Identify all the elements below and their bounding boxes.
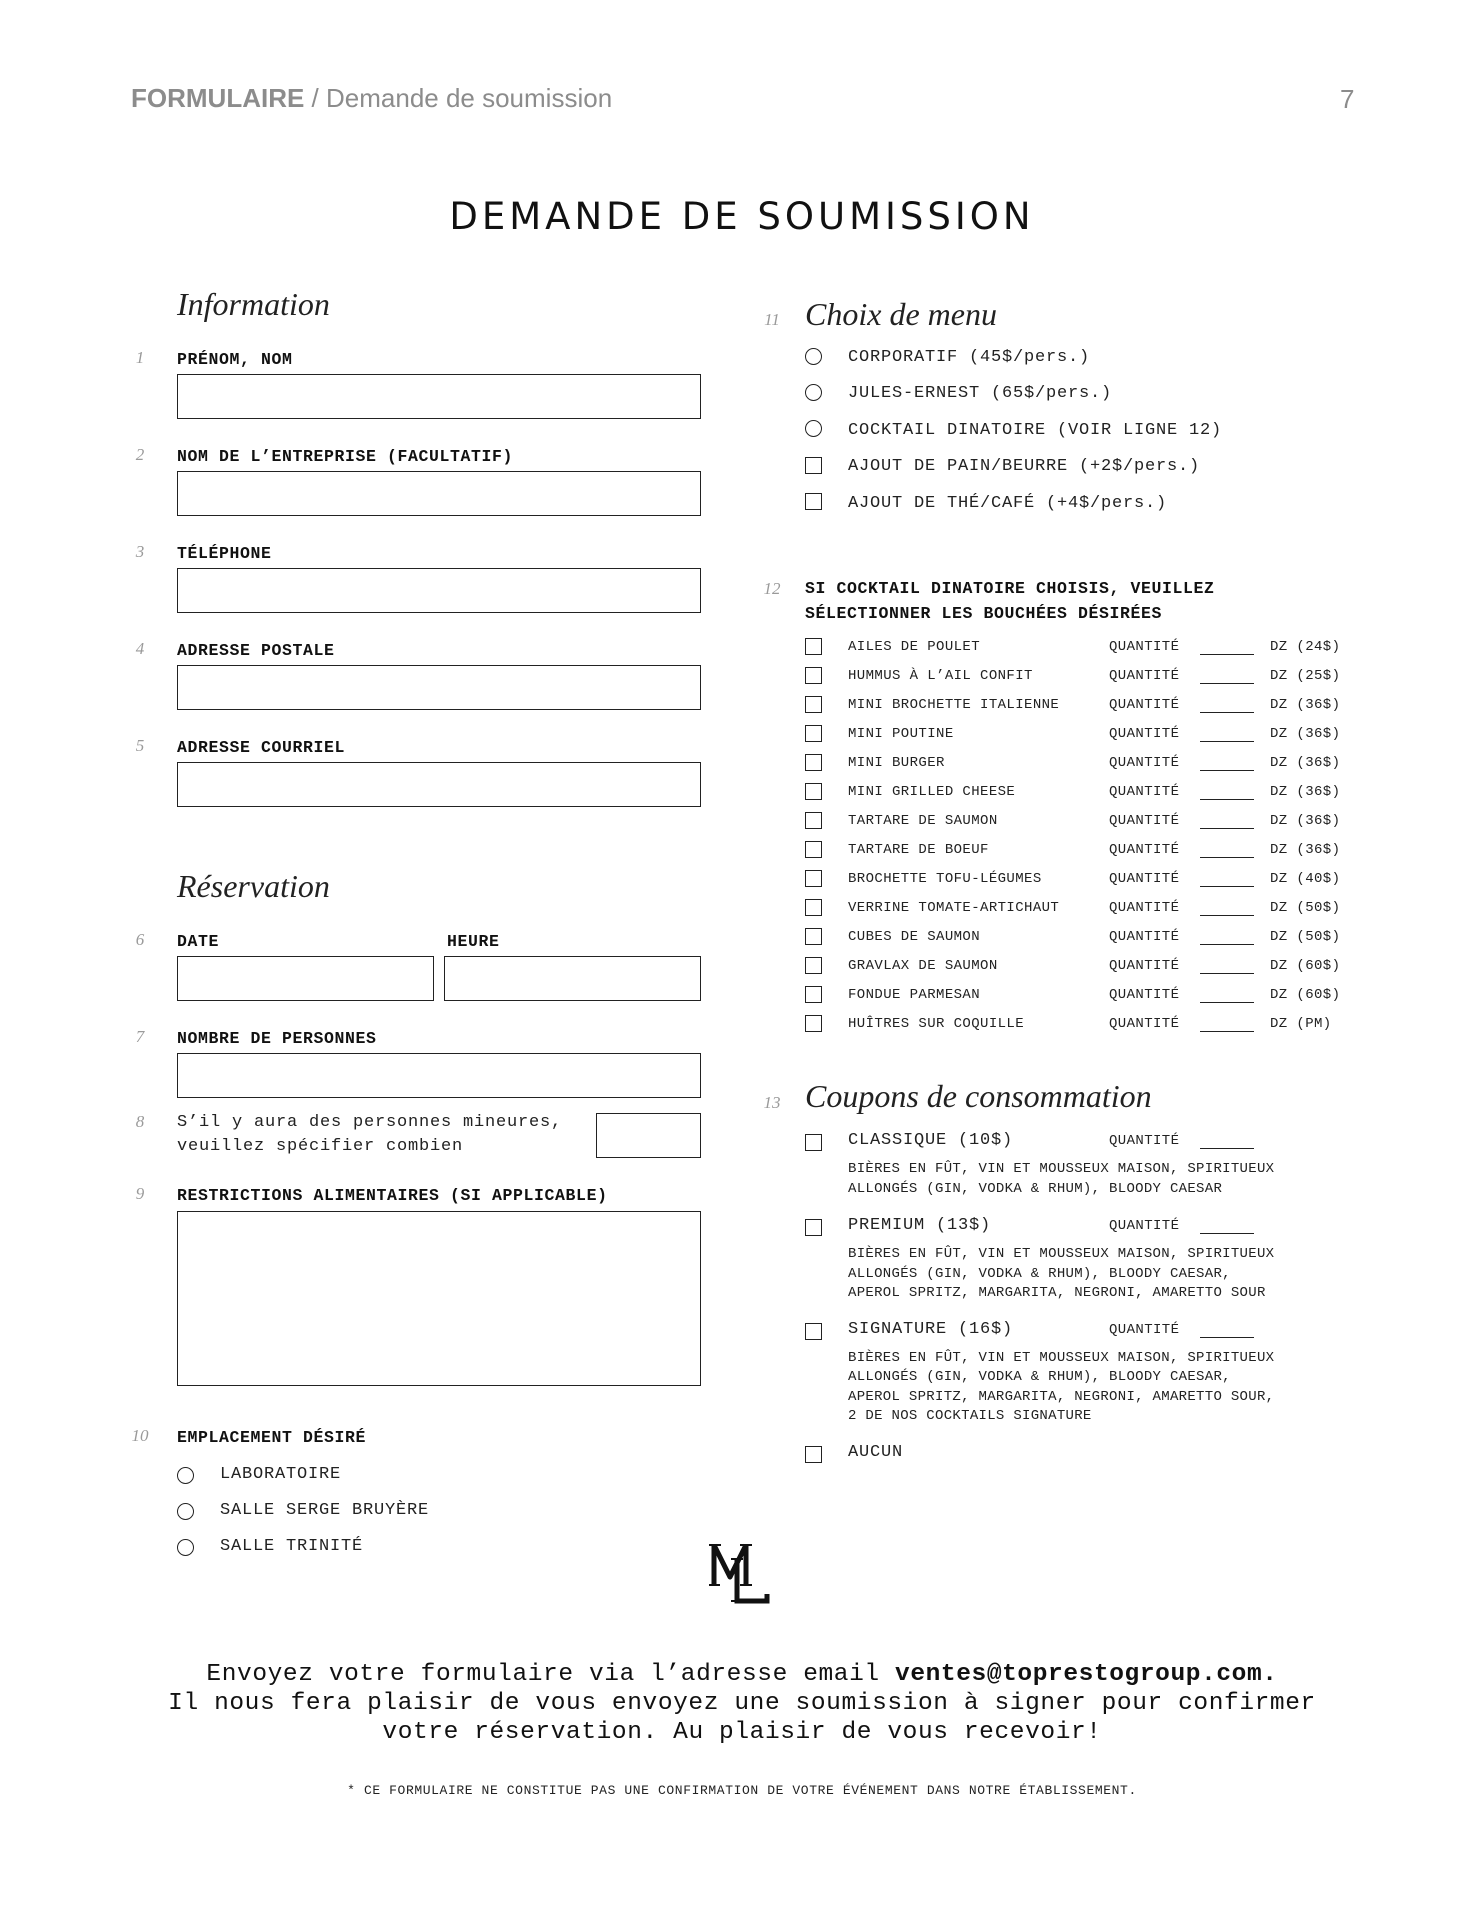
field-number: 6 xyxy=(135,930,145,949)
page-header xyxy=(131,83,612,114)
bouchee-price: DZ (60$) xyxy=(1270,958,1341,974)
field-number: 4 xyxy=(135,639,145,658)
field-label-personnes: NOMBRE DE PERSONNES xyxy=(177,1029,377,1048)
quantity-label: QUANTITÉ xyxy=(1109,784,1180,800)
bouchee-quantity-field[interactable] xyxy=(1200,741,1254,742)
bouchee-name: BROCHETTE TOFU-LÉGUMES xyxy=(848,871,1042,887)
bouchee-checkbox[interactable] xyxy=(805,870,822,887)
field-label-nom: PRÉNOM, NOM xyxy=(177,350,293,369)
minors-label-line2: veuillez spécifier combien xyxy=(177,1137,464,1156)
field-label-adresse: ADRESSE POSTALE xyxy=(177,641,335,660)
coupon-checkbox-classique[interactable] xyxy=(805,1134,822,1151)
coupon-quantity-field[interactable] xyxy=(1200,1337,1254,1338)
bouchee-checkbox[interactable] xyxy=(805,812,822,829)
bouchee-price: DZ (36$) xyxy=(1270,697,1341,713)
bouchee-checkbox[interactable] xyxy=(805,928,822,945)
bouchee-price: DZ (40$) xyxy=(1270,871,1341,887)
bouchee-checkbox[interactable] xyxy=(805,1015,822,1032)
bouchee-quantity-field[interactable] xyxy=(1200,799,1254,800)
minors-input[interactable] xyxy=(596,1113,701,1158)
bouchee-checkbox[interactable] xyxy=(805,841,822,858)
quantity-label: QUANTITÉ xyxy=(1109,1218,1180,1234)
time-input[interactable] xyxy=(444,956,701,1001)
quantity-label: QUANTITÉ xyxy=(1109,1016,1180,1032)
coupons-heading: Coupons de consommation xyxy=(805,1078,1152,1114)
field-number: 2 xyxy=(135,445,145,464)
bouchees-label-line1: SI COCKTAIL DINATOIRE CHOISIS, VEUILLEZ xyxy=(805,579,1215,598)
header-section: FORMULAIRE xyxy=(131,83,305,113)
field-number: 1 xyxy=(135,348,145,367)
bouchee-name: CUBES DE SAUMON xyxy=(848,929,981,945)
coupon-desc: ALLONGÉS (GIN, VODKA & RHUM), BLOODY CAESAR, xyxy=(848,1266,1231,1282)
coupon-checkbox-aucun[interactable] xyxy=(805,1446,822,1463)
bouchee-name: MINI POUTINE xyxy=(848,726,954,742)
bouchee-quantity-field[interactable] xyxy=(1200,683,1254,684)
bouchee-quantity-field[interactable] xyxy=(1200,712,1254,713)
bouchee-price: DZ (50$) xyxy=(1270,929,1341,945)
restrictions-textarea[interactable] xyxy=(177,1211,701,1386)
bouchee-price: DZ (36$) xyxy=(1270,813,1341,829)
bouchee-quantity-field[interactable] xyxy=(1200,654,1254,655)
menu-option-label: COCKTAIL DINATOIRE (VOIR LIGNE 12) xyxy=(848,421,1223,440)
coupon-name: PREMIUM (13$) xyxy=(848,1216,992,1235)
bouchee-name: MINI GRILLED CHEESE xyxy=(848,784,1016,800)
menu-checkbox-pain[interactable] xyxy=(805,457,822,474)
bouchee-name: MINI BROCHETTE ITALIENNE xyxy=(848,697,1060,713)
bouchee-quantity-field[interactable] xyxy=(1200,770,1254,771)
name-input[interactable] xyxy=(177,374,701,419)
bouchee-checkbox[interactable] xyxy=(805,957,822,974)
company-input[interactable] xyxy=(177,471,701,516)
field-number: 13 xyxy=(763,1093,781,1112)
bouchee-quantity-field[interactable] xyxy=(1200,857,1254,858)
menu-radio-cocktail[interactable] xyxy=(805,420,822,437)
field-number: 5 xyxy=(135,736,145,755)
coupon-desc: BIÈRES EN FÛT, VIN ET MOUSSEUX MAISON, SPIRITUEUX xyxy=(848,1350,1275,1366)
bouchee-price: DZ (50$) xyxy=(1270,900,1341,916)
bouchee-quantity-field[interactable] xyxy=(1200,973,1254,974)
bouchee-price: DZ (36$) xyxy=(1270,842,1341,858)
bouchee-name: GRAVLAX DE SAUMON xyxy=(848,958,998,974)
footer-line3: votre réservation. Au plaisir de vous recevoir! xyxy=(382,1719,1102,1746)
bouchee-name: AILES DE POULET xyxy=(848,639,981,655)
bouchee-price: DZ (60$) xyxy=(1270,987,1341,1003)
bouchee-name: FONDUE PARMESAN xyxy=(848,987,981,1003)
quantity-label: QUANTITÉ xyxy=(1109,668,1180,684)
bouchee-name: VERRINE TOMATE-ARTICHAUT xyxy=(848,900,1060,916)
location-option-label: SALLE SERGE BRUYÈRE xyxy=(220,1501,430,1520)
email-input[interactable] xyxy=(177,762,701,807)
field-number: 12 xyxy=(763,579,781,598)
bouchee-checkbox[interactable] xyxy=(805,696,822,713)
bouchees-label-line2: SÉLECTIONNER LES BOUCHÉES DÉSIRÉES xyxy=(805,604,1163,623)
footer-line2: Il nous fera plaisir de vous envoyez une soumission à signer pour confirmer xyxy=(168,1690,1316,1717)
coupon-quantity-field[interactable] xyxy=(1200,1233,1254,1234)
quantity-label: QUANTITÉ xyxy=(1109,1133,1180,1149)
field-label-heure: HEURE xyxy=(447,932,500,951)
bouchee-quantity-field[interactable] xyxy=(1200,915,1254,916)
menu-option-label: CORPORATIF (45$/pers.) xyxy=(848,348,1091,367)
bouchee-checkbox[interactable] xyxy=(805,638,822,655)
coupon-checkbox-premium[interactable] xyxy=(805,1219,822,1236)
coupon-desc: 2 DE NOS COCKTAILS SIGNATURE xyxy=(848,1408,1092,1424)
phone-input[interactable] xyxy=(177,568,701,613)
quantity-label: QUANTITÉ xyxy=(1109,842,1180,858)
field-label-entreprise: NOM DE L’ENTREPRISE (FACULTATIF) xyxy=(177,447,514,466)
coupon-name: CLASSIQUE (10$) xyxy=(848,1131,1014,1150)
location-radio-laboratoire[interactable] xyxy=(177,1467,194,1484)
bouchee-checkbox[interactable] xyxy=(805,725,822,742)
field-number: 3 xyxy=(135,542,145,561)
location-radio-trinite[interactable] xyxy=(177,1539,194,1556)
bouchee-quantity-field[interactable] xyxy=(1200,828,1254,829)
information-heading: Information xyxy=(177,286,330,322)
field-number: 7 xyxy=(135,1027,145,1046)
quantity-label: QUANTITÉ xyxy=(1109,813,1180,829)
header-subsection: Demande de soumission xyxy=(326,83,613,113)
quantity-label: QUANTITÉ xyxy=(1109,987,1180,1003)
coupon-desc: APEROL SPRITZ, MARGARITA, NEGRONI, AMARETTO SOUR xyxy=(848,1285,1266,1301)
reservation-heading: Réservation xyxy=(177,868,330,904)
field-number: 8 xyxy=(135,1112,145,1131)
bouchee-price: DZ (PM) xyxy=(1270,1016,1332,1032)
address-input[interactable] xyxy=(177,665,701,710)
coupon-checkbox-signature[interactable] xyxy=(805,1323,822,1340)
menu-radio-jules-ernest[interactable] xyxy=(805,384,822,401)
bouchee-checkbox[interactable] xyxy=(805,986,822,1003)
coupon-none-label: AUCUN xyxy=(848,1443,904,1462)
quantity-label: QUANTITÉ xyxy=(1109,900,1180,916)
field-number: 11 xyxy=(764,310,780,329)
coupon-desc: ALLONGÉS (GIN, VODKA & RHUM), BLOODY CAESAR, xyxy=(848,1369,1231,1385)
quantity-label: QUANTITÉ xyxy=(1109,755,1180,771)
field-label-restrictions: RESTRICTIONS ALIMENTAIRES (SI APPLICABLE) xyxy=(177,1186,608,1205)
field-label-courriel: ADRESSE COURRIEL xyxy=(177,738,346,757)
coupon-desc: BIÈRES EN FÛT, VIN ET MOUSSEUX MAISON, SPIRITUEUX xyxy=(848,1246,1275,1262)
menu-option-label: AJOUT DE THÉ/CAFÉ (+4$/pers.) xyxy=(848,494,1168,513)
menu-radio-corporatif[interactable] xyxy=(805,348,822,365)
menu-heading: Choix de menu xyxy=(805,296,997,332)
bouchee-price: DZ (36$) xyxy=(1270,784,1341,800)
page-title: DEMANDE DE SOUMISSION xyxy=(449,195,1035,238)
bouchee-checkbox[interactable] xyxy=(805,667,822,684)
location-option-label: SALLE TRINITÉ xyxy=(220,1537,364,1556)
coupon-quantity-field[interactable] xyxy=(1200,1148,1254,1149)
field-number: 10 xyxy=(131,1426,149,1445)
quantity-label: QUANTITÉ xyxy=(1109,958,1180,974)
bouchee-name: TARTARE DE SAUMON xyxy=(848,813,998,829)
bouchee-quantity-field[interactable] xyxy=(1200,944,1254,945)
bouchee-checkbox[interactable] xyxy=(805,783,822,800)
quantity-label: QUANTITÉ xyxy=(1109,871,1180,887)
bouchee-name: TARTARE DE BOEUF xyxy=(848,842,989,858)
header-separator: / xyxy=(304,83,326,113)
location-radio-serge-bruyere[interactable] xyxy=(177,1503,194,1520)
bouchee-checkbox[interactable] xyxy=(805,899,822,916)
menu-option-label: JULES-ERNEST (65$/pers.) xyxy=(848,384,1113,403)
footer-line1: Envoyez votre formulaire via l’adresse email xyxy=(206,1661,896,1688)
guests-input[interactable] xyxy=(177,1053,701,1098)
minors-label-line1: S’il y aura des personnes mineures, xyxy=(177,1113,563,1132)
quantity-label: QUANTITÉ xyxy=(1109,639,1180,655)
menu-checkbox-the[interactable] xyxy=(805,493,822,510)
bouchee-quantity-field[interactable] xyxy=(1200,1002,1254,1003)
bouchee-quantity-field[interactable] xyxy=(1200,1031,1254,1032)
field-number: 9 xyxy=(135,1184,145,1203)
quantity-label: QUANTITÉ xyxy=(1109,697,1180,713)
quantity-label: QUANTITÉ xyxy=(1109,1322,1180,1338)
location-option-label: LABORATOIRE xyxy=(220,1465,342,1484)
quantity-label: QUANTITÉ xyxy=(1109,726,1180,742)
bouchee-price: DZ (36$) xyxy=(1270,755,1341,771)
bouchee-name: MINI BURGER xyxy=(848,755,945,771)
menu-option-label: AJOUT DE PAIN/BEURRE (+2$/pers.) xyxy=(848,457,1201,476)
coupon-name: SIGNATURE (16$) xyxy=(848,1320,1014,1339)
bouchee-name: HUÎTRES SUR COQUILLE xyxy=(848,1016,1025,1032)
bouchee-price: DZ (25$) xyxy=(1270,668,1341,684)
bouchee-checkbox[interactable] xyxy=(805,754,822,771)
field-label-emplacement: EMPLACEMENT DÉSIRÉ xyxy=(177,1428,367,1447)
quantity-label: QUANTITÉ xyxy=(1109,929,1180,945)
coupon-desc: ALLONGÉS (GIN, VODKA & RHUM), BLOODY CAESAR xyxy=(848,1181,1223,1197)
field-label-telephone: TÉLÉPHONE xyxy=(177,544,272,563)
bouchee-price: DZ (36$) xyxy=(1270,726,1341,742)
bouchee-price: DZ (24$) xyxy=(1270,639,1341,655)
coupon-desc: APEROL SPRITZ, MARGARITA, NEGRONI, AMARETTO SOUR, xyxy=(848,1389,1275,1405)
ml-logo xyxy=(709,1539,773,1607)
bouchee-quantity-field[interactable] xyxy=(1200,886,1254,887)
coupon-desc: BIÈRES EN FÛT, VIN ET MOUSSEUX MAISON, SPIRITUEUX xyxy=(848,1161,1275,1177)
footer-message xyxy=(0,1660,1484,1747)
bouchee-name: HUMMUS À L’AIL CONFIT xyxy=(848,668,1033,684)
date-input[interactable] xyxy=(177,956,434,1001)
page-number: 7 xyxy=(1340,84,1355,114)
field-label-date: DATE xyxy=(177,932,220,951)
contact-email-link[interactable]: ventes@toprestogroup.com. xyxy=(895,1661,1278,1688)
footer-disclaimer: * CE FORMULAIRE NE CONSTITUE PAS UNE CONFIRMATION DE VOTRE ÉVÉNEMENT DANS NOTRE ÉTABLISSEMENT. xyxy=(347,1783,1137,1798)
